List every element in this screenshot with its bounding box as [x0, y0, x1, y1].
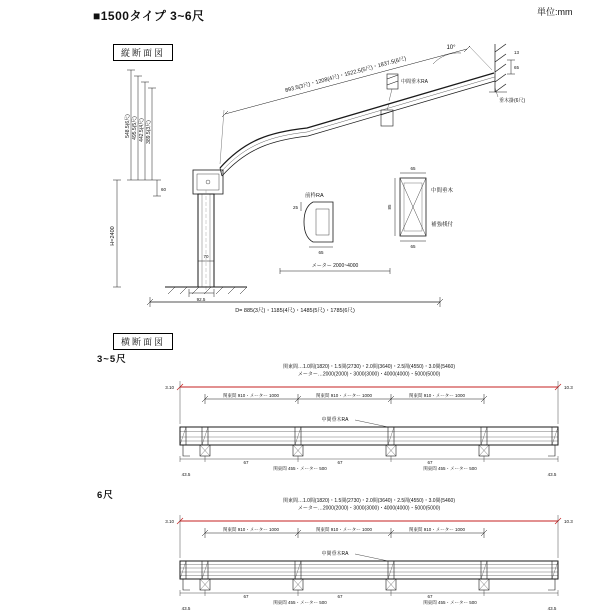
vertical-section-drawing: [95, 40, 565, 335]
half-dim-2: 関東間 455・メーター 500: [423, 600, 477, 605]
label-rafter-hanger: 垂木掛(6尺): [499, 98, 526, 104]
meter-range-text: メーター 2000~4000: [311, 263, 359, 269]
overall-width-dimension-red: [177, 518, 561, 524]
cross-section-texts-2: [165, 497, 573, 611]
front-frame-detail: [301, 202, 333, 247]
edge-dim-right: 10.3: [564, 385, 573, 390]
front-frame: [193, 170, 223, 194]
segment-dim-2: 関東間 910・メーター 1000: [315, 527, 373, 532]
rafter-profiles: [183, 579, 555, 590]
canopy-panel: [220, 73, 495, 176]
half-dim-1: 関東間 455・メーター 500: [273, 466, 327, 471]
page-title: ■1500タイプ 3~6尺: [93, 9, 205, 23]
panel-band: [180, 427, 558, 445]
dim-67-2: 67: [337, 460, 343, 465]
meter-widths-text: メーター…2000(2000)・3000(3000)・4000(4000)・5000(5000): [297, 371, 441, 378]
overall-width-dimension-red: [177, 384, 561, 390]
height-overall: H=2400: [110, 226, 116, 246]
segment-dim-1: 関東間 910・メーター 1000: [222, 527, 280, 532]
label-intermediate-rafter-ra: 中間垂木RA: [321, 417, 349, 423]
kanto-widths-text: 関東間…1.0間(1820)・1.5間(2730)・2.0間(3640)・2.5間(4550)・3.0間(5460): [282, 364, 456, 370]
height-dim-5shaku: 495.5(5尺): [132, 116, 138, 140]
small-dimensions: [147, 261, 443, 307]
dim-435-right: 43.5: [547, 606, 557, 611]
dim-67-3: 67: [427, 594, 433, 599]
bottom-dimensions: [180, 456, 558, 462]
cross-section-box-label: 横断面図: [113, 333, 173, 350]
dim-67-1: 67: [243, 594, 249, 599]
cross-section-texts-1: [165, 363, 573, 477]
half-dim-1: 関東間 455・メーター 500: [273, 600, 327, 605]
label-intermediate-rafter-ra: 中間垂木RA: [401, 79, 428, 85]
meter-widths-text: メーター…2000(2000)・3000(3000)・4000(4000)・5000(5000): [297, 505, 441, 512]
post: [198, 190, 214, 292]
misc-dim-lines: [495, 60, 515, 97]
half-dim-2: 関東間 455・メーター 500: [423, 466, 477, 471]
cross-section-drawing-6: [95, 494, 573, 614]
vertical-section-box-label: 縦断面図: [113, 44, 173, 61]
dim-435-left: 43.5: [181, 472, 191, 477]
dim-70: 70: [203, 254, 209, 259]
dim-25: 25: [292, 205, 298, 210]
cross-section-drawing-3to5: [95, 360, 573, 480]
dim-67-3: 67: [427, 460, 433, 465]
segment-dim-3: 関東間 910・メーター 1000: [408, 527, 466, 532]
angle-arc: [433, 53, 461, 64]
dim-67-1: 67: [243, 460, 249, 465]
dim-435-right: 43.5: [547, 472, 557, 477]
dim-65-a: 65: [318, 250, 324, 255]
segment-dim-1: 関東間 910・メーター 1000: [222, 393, 280, 398]
label-reinforcement: 補強桟付: [431, 222, 454, 228]
height-dimensions: [113, 70, 161, 287]
dim-65-d: 65: [514, 65, 520, 70]
variant-label-6: 6尺: [97, 490, 114, 501]
rafter-profiles: [183, 445, 555, 456]
chukan-leader: [355, 420, 388, 427]
dim-13: 13: [514, 50, 520, 55]
edge-dim-left: 3.10: [165, 385, 174, 390]
chukan-leader: [355, 554, 388, 561]
slope-dimension: [220, 46, 492, 164]
slope-dimension-text: 893.5(3尺)・1208(4尺)・1522.5(5尺)・1837.5(6尺): [284, 55, 407, 95]
variant-label-3to5: 3~5尺: [97, 354, 127, 365]
dim-65-c: 65: [410, 244, 416, 249]
edge-dim-left: 3.10: [165, 519, 174, 524]
rafter-detail: [395, 173, 426, 241]
dim-435-left: 43.5: [181, 606, 191, 611]
dim-60: 60: [161, 187, 167, 192]
label-intermediate-rafter-ra: 中間垂木RA: [321, 551, 349, 557]
segment-dim-2: 関東間 910・メーター 1000: [315, 393, 373, 398]
unit-note: 単位:mm: [537, 7, 573, 17]
angle-text: 10°: [446, 45, 456, 51]
dim-67-2: 67: [337, 594, 343, 599]
edge-dim-right: 10.3: [564, 519, 573, 524]
height-dim-4shaku: 442.5(4尺): [139, 118, 145, 142]
dim-65-b: 65: [410, 166, 416, 171]
kanto-widths-text: 関東間…1.0間(1820)・1.5間(2730)・2.0間(3640)・2.5間(4550)・3.0間(5460): [282, 498, 456, 504]
panel-band: [180, 561, 558, 579]
label-intermediate-rafter: 中間垂木: [431, 188, 454, 194]
segment-dim-3: 関東間 910・メーター 1000: [408, 393, 466, 398]
intermediate-rafter-bracket: [381, 74, 398, 126]
height-dim-6shaku: 548.5(6尺): [125, 114, 131, 138]
depth-dimension-text: D= 885(3尺)・1185(4尺)・1485(5尺)・1785(6尺): [235, 308, 355, 314]
wall-hatch: [489, 44, 507, 92]
dim-925: 92.5: [196, 297, 206, 302]
dim-85: 85: [387, 204, 392, 210]
vertical-section-texts: [110, 45, 525, 314]
label-front-frame: 前枠RA: [305, 193, 324, 199]
bottom-dimensions: [180, 590, 558, 596]
height-dim-3shaku: 389.5(3尺): [146, 120, 152, 144]
